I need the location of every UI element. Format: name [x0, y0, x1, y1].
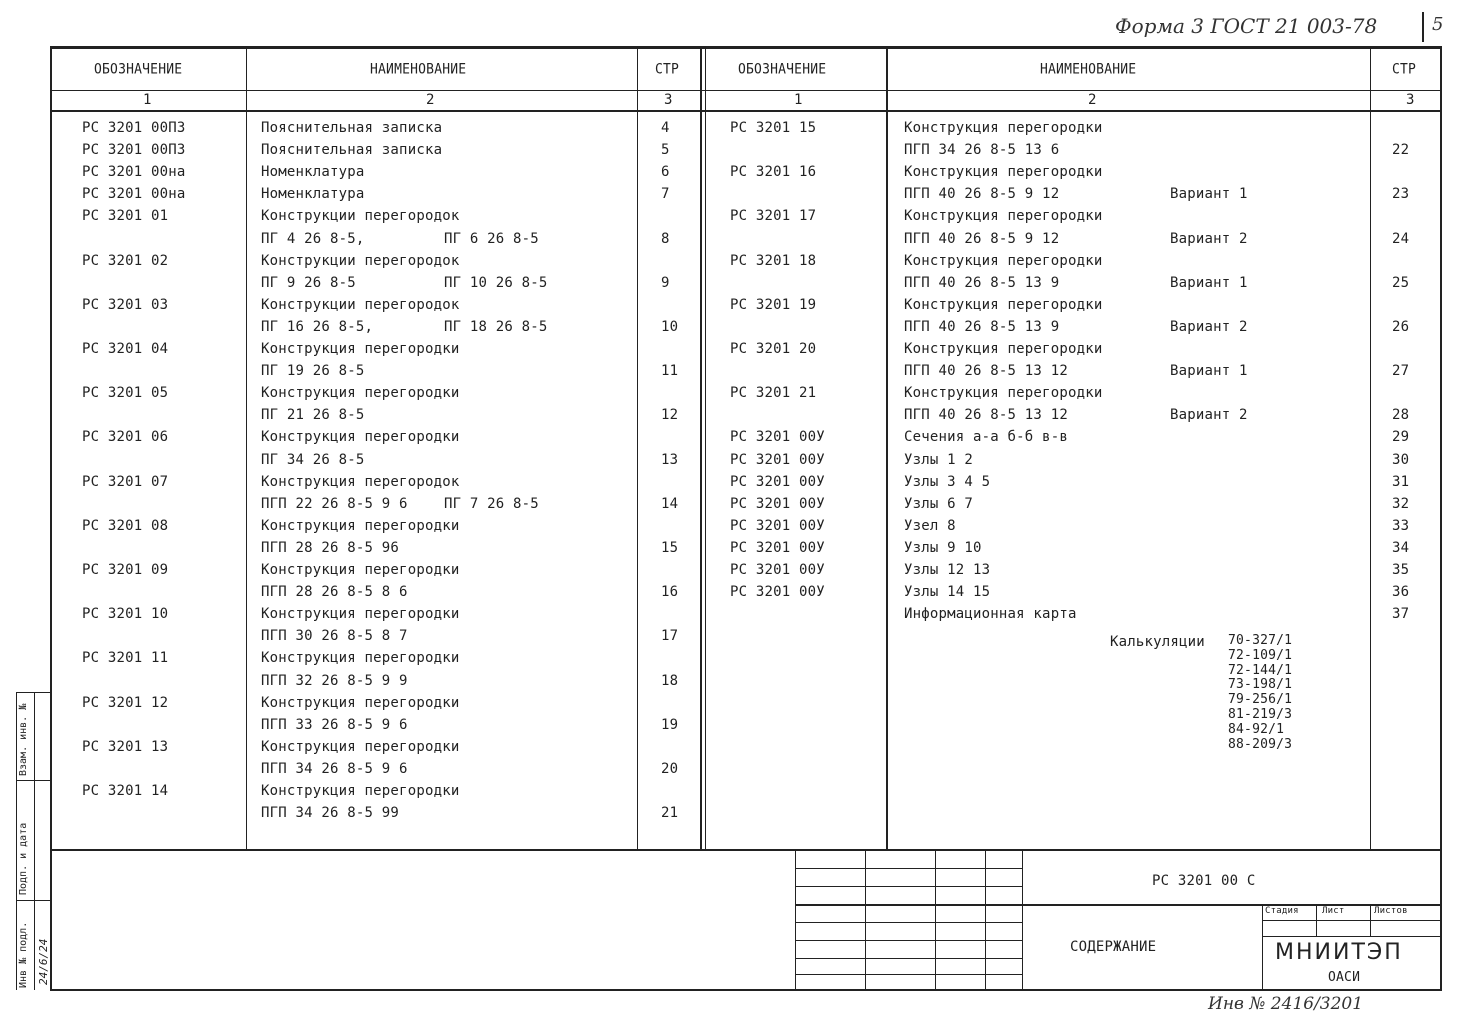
- row-page: 13: [661, 451, 679, 468]
- row-designation: РС 3201 00ПЗ: [82, 120, 186, 136]
- calculation-item: 70-327/1: [1228, 633, 1293, 648]
- row-name: Конструкция перегородки: [261, 341, 460, 357]
- row-name: Узлы 3 4 5: [904, 473, 991, 490]
- row-page: 34: [1392, 539, 1410, 556]
- row-name: ПГП 40 26 8-5 9 12: [904, 186, 1060, 203]
- row-designation: РС 3201 00У: [730, 451, 825, 468]
- row-page: 27: [1392, 363, 1410, 380]
- form-note: Форма 3 ГОСТ 21 003-78: [1115, 14, 1378, 38]
- row-name: Пояснительная записка: [261, 142, 443, 159]
- row-name: ПГ 4 26 8-5,: [261, 230, 365, 247]
- header-page-left: СТР: [655, 61, 680, 78]
- row-designation: РС 3201 19: [730, 296, 817, 313]
- row-name: ПГ 19 26 8-5: [261, 363, 365, 380]
- row-name: Конструкция перегородки: [261, 650, 460, 667]
- header-name-right: НАИМЕНОВАНИЕ: [1040, 61, 1137, 78]
- row-page: 35: [1392, 562, 1410, 578]
- row-designation: РС 3201 21: [730, 385, 817, 402]
- col-number-1-right: 1: [794, 92, 803, 108]
- row-designation: РС 3201 08: [82, 517, 169, 534]
- row-name: ПГП 30 26 8-5 8 7: [261, 628, 408, 645]
- row-page: 11: [661, 363, 679, 380]
- row-name: ПГ 34 26 8-5: [261, 451, 365, 468]
- side-label-inv-repl: Взам. инв. №: [18, 703, 29, 776]
- row-page: 22: [1392, 142, 1410, 159]
- row-page: 26: [1392, 318, 1410, 335]
- row-name: ПГП 34 26 8-5 99: [261, 805, 400, 822]
- row-designation: РС 3201 02: [82, 252, 169, 269]
- row-page: 16: [661, 584, 679, 601]
- row-name: Пояснительная записка: [261, 120, 443, 136]
- row-name-extra: Вариант 2: [1170, 407, 1248, 424]
- stamp-code: РС 3201 00 С: [1152, 873, 1256, 889]
- row-name: Конструкция перегородки: [261, 606, 460, 623]
- row-name: Узел 8: [904, 517, 956, 534]
- row-name-extra: ПГ 18 26 8-5: [444, 318, 548, 335]
- col-number-2-left: 2: [426, 92, 435, 108]
- row-page: 31: [1392, 473, 1410, 490]
- row-designation: РС 3201 00У: [730, 495, 825, 512]
- row-name: ПГП 40 26 8-5 13 9: [904, 318, 1060, 335]
- calculation-item: 81-219/3: [1228, 707, 1293, 722]
- row-name: Конструкция перегородки: [261, 694, 460, 711]
- row-name: Конструкция перегородки: [261, 783, 460, 799]
- row-name-extra: Вариант 2: [1170, 230, 1248, 247]
- row-page: 24: [1392, 230, 1410, 247]
- row-name: ПГ 21 26 8-5: [261, 407, 365, 424]
- row-page: 25: [1392, 274, 1410, 291]
- row-page: 7: [661, 186, 670, 203]
- row-name: Конструкция перегородки: [261, 738, 460, 755]
- row-name: Узлы 12 13: [904, 562, 991, 578]
- calculation-item: 79-256/1: [1228, 692, 1293, 708]
- row-name: ПГП 32 26 8-5 9 9: [261, 672, 408, 689]
- col-number-3-left: 3: [664, 92, 673, 108]
- row-name: ПГП 34 26 8-5 13 6: [904, 142, 1060, 159]
- stamp-stage-label: Стадия: [1265, 906, 1299, 916]
- row-name-extra: ПГ 6 26 8-5: [444, 230, 539, 247]
- row-page: 6: [661, 164, 670, 181]
- row-page: 17: [661, 628, 679, 645]
- stamp-organization: МНИИТЭП: [1275, 940, 1403, 965]
- row-name: ПГП 40 26 8-5 13 12: [904, 363, 1068, 380]
- row-name: Конструкция перегородки: [904, 252, 1103, 269]
- row-name: Конструкция перегородки: [261, 385, 460, 402]
- row-name: ПГП 28 26 8-5 96: [261, 539, 400, 556]
- row-page: 33: [1392, 517, 1410, 534]
- row-designation: РС 3201 16: [730, 164, 817, 181]
- row-name: ПГ 9 26 8-5: [261, 274, 356, 291]
- header-page-right: СТР: [1392, 61, 1417, 78]
- row-designation: РС 3201 00У: [730, 517, 825, 534]
- row-name: Конструкции перегородок: [261, 208, 460, 225]
- row-designation: РС 3201 00У: [730, 429, 825, 446]
- row-designation: РС 3201 18: [730, 252, 817, 269]
- row-designation: РС 3201 03: [82, 296, 169, 313]
- row-page: 32: [1392, 495, 1410, 512]
- row-name: Конструкция перегородки: [904, 120, 1103, 136]
- row-page: 8: [661, 230, 670, 247]
- row-designation: РС 3201 06: [82, 429, 169, 446]
- row-name: Конструкция перегородки: [904, 164, 1103, 181]
- row-designation: РС 3201 17: [730, 208, 817, 225]
- row-name: Конструкция перегородки: [261, 429, 460, 446]
- row-page: 14: [661, 495, 679, 512]
- row-name-extra: Вариант 2: [1170, 318, 1248, 335]
- row-page: 21: [661, 805, 679, 822]
- row-page: 10: [661, 318, 679, 335]
- row-name: ПГП 33 26 8-5 9 6: [261, 716, 408, 733]
- row-name: Конструкция перегородок: [261, 473, 460, 490]
- row-name: Узлы 1 2: [904, 451, 974, 468]
- row-name: Номенклатура: [261, 186, 365, 203]
- calculation-item: 72-144/1: [1228, 662, 1293, 678]
- row-page: 23: [1392, 186, 1410, 203]
- row-designation: РС 3201 13: [82, 738, 169, 755]
- side-label-sign-date: Подп. и дата: [18, 822, 29, 895]
- row-name: Информационная карта: [904, 606, 1077, 623]
- row-designation: РС 3201 20: [730, 341, 817, 357]
- col-number-2-right: 2: [1088, 92, 1097, 108]
- row-name: Конструкции перегородок: [261, 296, 460, 313]
- row-page: 29: [1392, 429, 1410, 446]
- row-designation: РС 3201 00на: [82, 164, 186, 181]
- row-page: 9: [661, 274, 670, 291]
- row-name: ПГП 22 26 8-5 9 6: [261, 495, 408, 512]
- row-name: Узлы 6 7: [904, 495, 974, 512]
- col-number-1-left: 1: [143, 92, 152, 108]
- row-name: ПГП 28 26 8-5 8 6: [261, 584, 408, 601]
- row-name: ПГП 40 26 8-5 13 12: [904, 407, 1068, 424]
- row-designation: РС 3201 14: [82, 783, 169, 799]
- row-name: ПГП 34 26 8-5 9 6: [261, 760, 408, 777]
- row-page: 36: [1392, 584, 1410, 601]
- stamp-sheets-label: Листов: [1374, 906, 1408, 916]
- stamp-department: ОАСИ: [1328, 970, 1361, 985]
- row-page: 28: [1392, 407, 1410, 424]
- header-name-left: НАИМЕНОВАНИЕ: [370, 61, 467, 78]
- stamp-sheet-label: Лист: [1322, 906, 1345, 916]
- calculation-item: 88-209/3: [1228, 736, 1293, 752]
- sheet-corner: 5: [1432, 14, 1444, 35]
- row-designation: РС 3201 15: [730, 120, 817, 136]
- row-designation: РС 3201 01: [82, 208, 169, 225]
- calculations-label: Калькуляции: [1110, 634, 1205, 650]
- row-name-extra: Вариант 1: [1170, 363, 1248, 380]
- stamp-title: СОДЕРЖАНИЕ: [1070, 939, 1157, 955]
- row-name-extra: Вариант 1: [1170, 186, 1248, 203]
- bottom-handwritten-note: Инв № 2416/3201: [1208, 994, 1364, 1014]
- header-designation-right: ОБОЗНАЧЕНИЕ: [738, 61, 827, 78]
- row-name: Сечения а-а б-б в-в: [904, 429, 1068, 446]
- header-designation-left: ОБОЗНАЧЕНИЕ: [94, 61, 183, 78]
- row-designation: РС 3201 00У: [730, 473, 825, 490]
- row-page: 15: [661, 539, 679, 556]
- row-name: Конструкция перегородки: [904, 208, 1103, 225]
- row-name-extra: ПГ 10 26 8-5: [444, 274, 548, 291]
- row-name: ПГ 16 26 8-5,: [261, 318, 374, 335]
- row-designation: РС 3201 09: [82, 562, 169, 578]
- side-label-inv-orig: Инв № подл.: [18, 921, 29, 988]
- row-name: Узлы 9 10: [904, 539, 982, 556]
- row-name: Конструкции перегородок: [261, 252, 460, 269]
- row-name: Номенклатура: [261, 164, 365, 181]
- side-inv-value: 24/6/24: [37, 938, 50, 985]
- row-designation: РС 3201 05: [82, 385, 169, 402]
- row-designation: РС 3201 07: [82, 473, 169, 490]
- row-page: 30: [1392, 451, 1410, 468]
- row-designation: РС 3201 00У: [730, 584, 825, 601]
- row-designation: РС 3201 00на: [82, 186, 186, 203]
- row-name: Конструкция перегородки: [261, 517, 460, 534]
- row-designation: РС 3201 10: [82, 606, 169, 623]
- row-name-extra: Вариант 1: [1170, 274, 1248, 291]
- row-designation: РС 3201 00ПЗ: [82, 142, 186, 159]
- calculation-item: 72-109/1: [1228, 647, 1293, 663]
- row-name: Конструкция перегородки: [904, 341, 1103, 357]
- row-name: ПГП 40 26 8-5 13 9: [904, 274, 1060, 291]
- col-number-3-right: 3: [1406, 92, 1415, 108]
- row-page: 4: [661, 120, 670, 136]
- row-page: 5: [661, 142, 670, 159]
- row-page: 20: [661, 760, 679, 777]
- calculation-item: 73-198/1: [1228, 677, 1293, 693]
- row-page: 12: [661, 407, 679, 424]
- row-name: ПГП 40 26 8-5 9 12: [904, 230, 1060, 247]
- row-page: 37: [1392, 606, 1410, 623]
- row-name-extra: ПГ 7 26 8-5: [444, 495, 539, 512]
- row-designation: РС 3201 11: [82, 650, 169, 667]
- row-name: Конструкция перегородки: [261, 562, 460, 578]
- row-name: Конструкция перегородки: [904, 385, 1103, 402]
- row-name: Узлы 14 15: [904, 584, 991, 601]
- row-name: Конструкция перегородки: [904, 296, 1103, 313]
- calculation-item: 84-92/1: [1228, 721, 1285, 737]
- row-designation: РС 3201 12: [82, 694, 169, 711]
- row-designation: РС 3201 04: [82, 341, 169, 357]
- row-page: 18: [661, 672, 679, 689]
- row-designation: РС 3201 00У: [730, 539, 825, 556]
- row-page: 19: [661, 716, 679, 733]
- row-designation: РС 3201 00У: [730, 562, 825, 578]
